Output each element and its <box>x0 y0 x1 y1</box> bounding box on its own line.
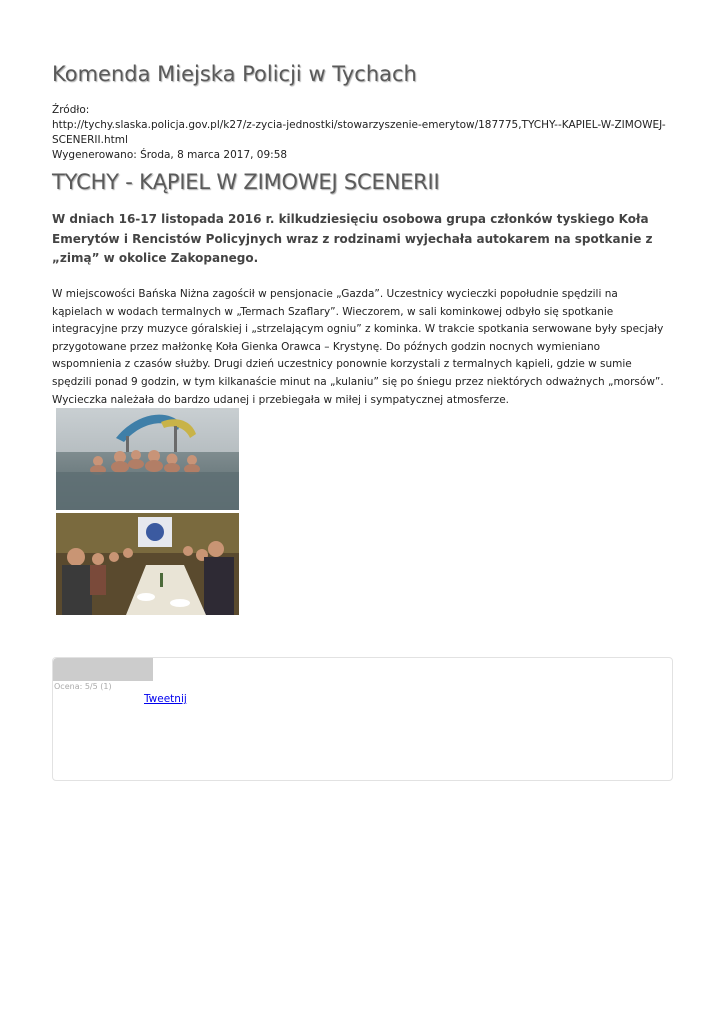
rating-bar[interactable] <box>53 658 153 681</box>
rating-box <box>52 657 673 781</box>
article-lead: W dniach 16-17 listopada 2016 r. kilkudziesięciu osobowa grupa członków tyskiego Koła Emerytów i Rencistów Policyjnych wraz z rodzinami wyjechała autokarem na spotkanie z „zimą” w okolice Zakopanego. <box>52 212 653 265</box>
article-body: W miejscowości Bańska Niżna zagościł w pensjonacie „Gazda”. Uczestnicy wycieczki popołudnie spędzili na kąpielach w wodach termalnych w „Termach Szaflary”. Wieczorem, w sali kominkowej odbyło się spotkanie integracyjne przy muzyce góralskiej i „strzelającym ogniu” z kominka. W trakcie spotkania serwowane były specjały przygotowane przez małżonkę Koła Gienka Orawca – Krystynę. Do późnych godzin nocnych wymieniano wspomnienia z czasów służby. Drugi dzień uczestnicy ponownie korzystali z termalnych kąpieli, gdzie w sumie spędzili ponad 9 godzin, w tym kilkanaście minut na „kulaniu” się po śniegu przez niektórych odważnych „morsów”. Wycieczka należała do bardzo udanej i przebiegała w miłej i sympatycznej atmosferze. <box>52 288 664 406</box>
article-title: TYCHY - KĄPIEL W ZIMOWEJ SCENERII <box>52 170 440 194</box>
source-label: Źródło: <box>52 104 90 116</box>
document-meta <box>52 103 672 163</box>
generated-date: Wygenerowano: Środa, 8 marca 2017, 09:58 <box>52 149 288 161</box>
photo-thermal-pool[interactable] <box>56 408 239 510</box>
photo-group-dinner[interactable] <box>56 513 239 615</box>
site-title: Komenda Miejska Policji w Tychach <box>52 62 417 86</box>
rating-text: Ocena: 5/5 (1) <box>54 682 112 691</box>
source-url: http://tychy.slaska.policja.gov.pl/k27/z-zycia-jednostki/stowarzyszenie-emerytow/187775,TYCHY--KAPIEL-W-ZIMOWEJ-SCENERII.html <box>52 119 666 146</box>
tweet-link[interactable]: Tweetnij <box>144 693 187 705</box>
